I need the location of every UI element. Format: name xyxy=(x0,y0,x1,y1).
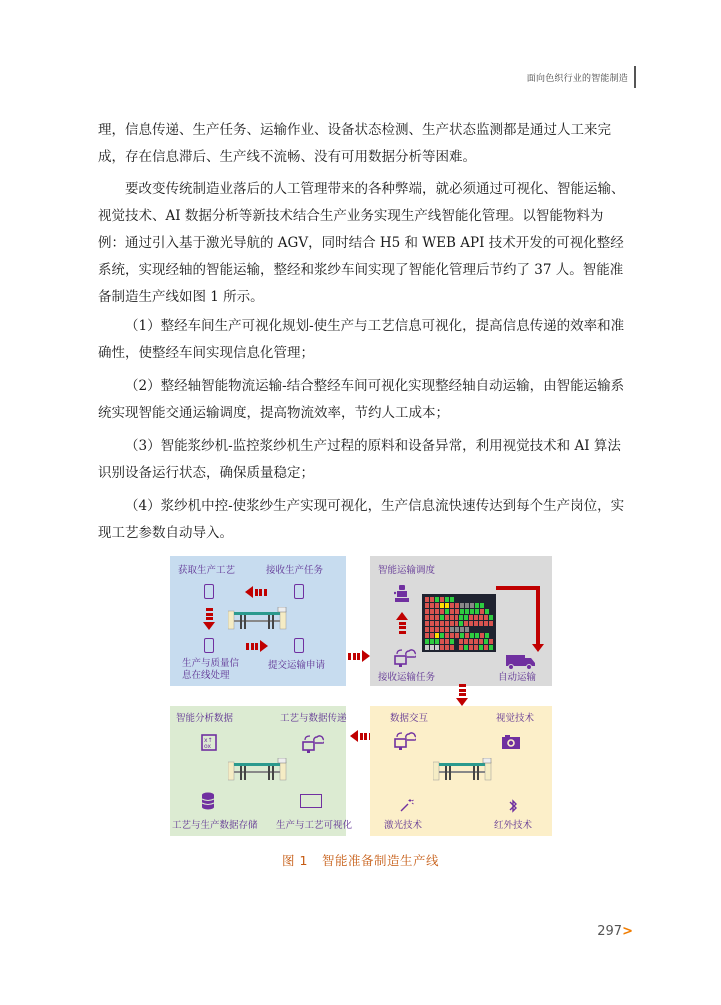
elbow-arrow-line xyxy=(496,586,540,590)
label-infrared: 红外技术 xyxy=(494,820,533,831)
page-number-value: 297 xyxy=(597,924,623,939)
warping-machine-icon xyxy=(228,758,288,782)
svg-text:ox: ox xyxy=(204,743,212,750)
arrow-down-icon xyxy=(456,684,468,706)
label-transfer: 工艺与数据传递 xyxy=(280,713,347,724)
label-analysis-title: 智能分析数据 xyxy=(176,713,234,724)
list-item-2: （2）整经轴智能物流运输-结合整经车间可视化实现整经轴自动运输，由智能运输系统实现智能交通运输调度，提高物流效率，节约人工成本； xyxy=(98,378,625,421)
list-item-1: （1）整经车间生产可视化规划-使生产与工艺信息可视化，提高信息传递的效率和准确性，使整经车间实现信息化管理； xyxy=(98,318,625,361)
robot-icon xyxy=(394,585,410,603)
database-icon xyxy=(201,792,215,810)
running-title: 面向色织行业的智能制造 xyxy=(526,73,628,84)
camera-icon xyxy=(502,734,520,749)
cloud-computer-icon xyxy=(394,648,416,668)
production-line-diagram xyxy=(170,556,558,838)
paragraph-intro: 要改变传统制造业落后的人工管理带来的各种弊端，就必须通过可视化、智能运输、视觉技术、AI 数据分析等新技术结合生产业务实现生产线智能化管理。以智能物料为例：通过引入基于激光导航的 AGV，同时结合 H5 和 WEB API 技术开发的可视化整经系统，实现经轴的智能运输，整经和浆纱车间实现了智能化管理后节约了 37 人。智能准备制造生产线如图 1 所示。 xyxy=(98,181,625,305)
warping-machine-icon xyxy=(433,758,493,782)
truck-icon xyxy=(506,654,536,670)
strategy-board-icon xyxy=(201,734,217,751)
phone-icon xyxy=(294,638,304,653)
arrow-down-icon xyxy=(532,644,544,652)
bluetooth-icon xyxy=(508,798,518,814)
running-header xyxy=(527,66,636,88)
phone-icon xyxy=(294,584,304,599)
dispatch-dashboard-screen xyxy=(422,594,496,652)
cloud-computer-icon xyxy=(302,734,324,754)
quadrant-transport-dispatch xyxy=(370,556,552,686)
label-receive-transport: 接收运输任务 xyxy=(378,672,436,683)
list-item-3: （3）智能浆纱机-监控浆纱机生产过程的原料和设备异常，利用视觉技术和 AI 算法识别设备运行状态，确保质量稳定； xyxy=(98,438,621,481)
label-vision: 视觉技术 xyxy=(496,713,535,724)
figure-number: 图 1 xyxy=(282,853,308,868)
label-dispatch-title: 智能运输调度 xyxy=(378,565,436,576)
label-interaction: 数据交互 xyxy=(390,713,429,724)
list-item-4: （4）浆纱机中控-使浆纱生产实现可视化，生产信息流快速传达到每个生产岗位，实现工艺参数自动导入。 xyxy=(98,498,625,541)
cloud-computer-icon xyxy=(394,731,416,751)
arrow-right-icon xyxy=(348,652,370,660)
quadrant-mobile-tasks xyxy=(170,556,346,686)
label-storage: 工艺与生产数据存储 xyxy=(172,820,258,831)
arrow-right-icon xyxy=(246,642,268,650)
label-laser: 激光技术 xyxy=(384,820,423,831)
header-divider xyxy=(634,66,636,88)
label-quality-line1: 生产与质量信 xyxy=(182,658,240,669)
laser-wand-icon xyxy=(400,798,414,812)
warping-machine-icon xyxy=(228,607,288,631)
figure-title: 智能准备制造生产线 xyxy=(321,853,439,868)
label-submit-transport: 提交运输申请 xyxy=(268,660,326,671)
arrow-down-icon xyxy=(203,608,215,630)
quadrant-sensing-tech xyxy=(370,706,552,836)
quadrant-data-analysis xyxy=(170,706,353,836)
chevron-right-icon: > xyxy=(622,924,633,939)
label-quality-line2: 息在线处理 xyxy=(182,670,230,681)
label-get-process: 获取生产工艺 xyxy=(178,565,236,576)
monitor-icon xyxy=(300,794,322,808)
arrow-up-icon xyxy=(396,612,408,635)
svg-text:x↑: x↑ xyxy=(204,737,213,744)
figure-caption xyxy=(0,851,721,869)
arrow-left-icon xyxy=(245,588,268,596)
phone-icon xyxy=(204,584,214,599)
label-visualize: 生产与工艺可视化 xyxy=(276,820,353,831)
phone-icon xyxy=(204,638,214,653)
elbow-arrow-line xyxy=(536,586,540,646)
page-number xyxy=(597,924,633,939)
label-receive-task: 接收生产任务 xyxy=(266,565,324,576)
paragraph-continuation: 理，信息传递、生产任务、运输作业、设备状态检测、生产状态监测都是通过人工来完成，存在信息滞后、生产线不流畅、没有可用数据分析等困难。 xyxy=(98,122,611,165)
label-auto-transport: 自动运输 xyxy=(498,672,537,683)
